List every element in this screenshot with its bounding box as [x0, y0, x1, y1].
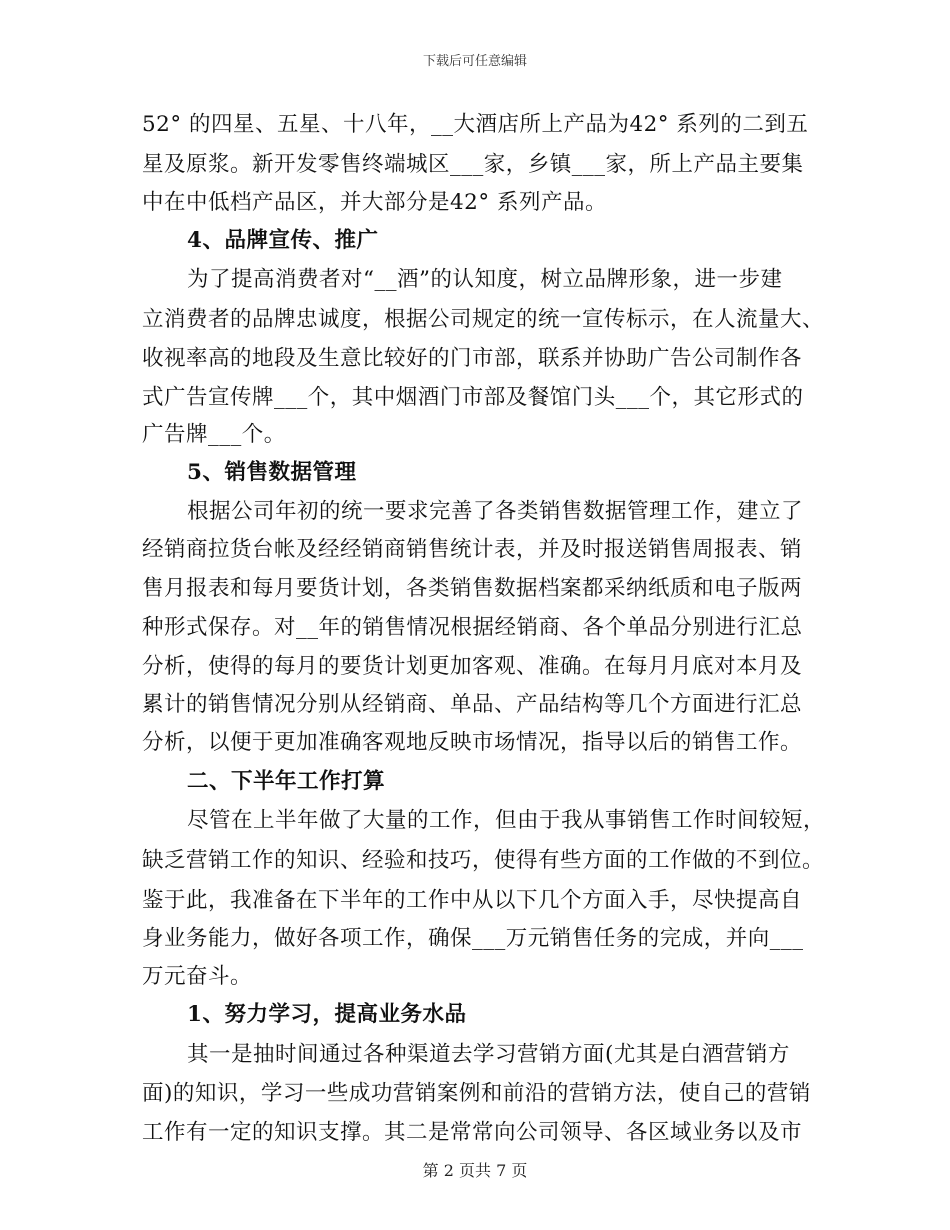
- text-line: 立消费者的品牌忠诚度，根据公司规定的统一宣传标示，在人流量大、: [142, 307, 825, 332]
- text-line: 分析，以便于更加准确客观地反映市场情况，指导以后的销售工作。: [142, 730, 803, 755]
- text-line: 面)的知识，学习一些成功营销案例和前沿的营销方法，使自己的营销: [142, 1081, 811, 1106]
- page-header: 下载后可任意编辑: [422, 54, 527, 69]
- text-line: 售月报表和每月要货计划，各类销售数据档案都采纳纸质和电子版两: [142, 576, 803, 601]
- text-line: 广告牌___个。: [142, 422, 286, 447]
- text-line: 经销商拉货台帐及经经销商销售统计表，并及时报送销售周报表、销: [142, 537, 803, 562]
- text-line: 鉴于此，我准备在下半年的工作中从以下几个方面入手，尽快提高自: [142, 888, 803, 913]
- section-heading: 5、销售数据管理: [187, 460, 357, 485]
- text-line: 累计的销售情况分别从经销商、单品、产品结构等几个方面进行汇总: [142, 692, 803, 717]
- section-heading: 1、努力学习，提高业务水品: [187, 1002, 467, 1027]
- text-line: 其一是抽时间通过各种渠道去学习营销方面(尤其是白酒营销方: [187, 1042, 790, 1067]
- text-line: 工作有一定的知识支撑。其二是常常向公司领导、各区域业务以及市: [142, 1120, 803, 1145]
- text-line: 身业务能力，做好各项工作，确保___万元销售任务的完成，并向___: [142, 926, 804, 951]
- section-heading: 二、下半年工作打算: [187, 769, 386, 794]
- page-footer: 第 2 页共 7 页: [422, 1161, 528, 1180]
- text-line: 52° 的四星、五星、十八年，__大酒店所上产品为42° 系列的二到五: [142, 112, 809, 137]
- text-line: 式广告宣传牌___个，其中烟酒门市部及餐馆门头___个，其它形式的: [142, 385, 804, 410]
- text-line: 分析，使得的每月的要货计划更加客观、准确。在每月月底对本月及: [142, 654, 803, 679]
- text-line: 根据公司年初的统一要求完善了各类销售数据管理工作，建立了: [187, 499, 804, 524]
- text-line: 星及原浆。新开发零售终端城区___家，乡镇___家，所上产品主要集: [142, 152, 804, 177]
- text-line: 尽管在上半年做了大量的工作，但由于我从事销售工作时间较短，: [187, 808, 826, 833]
- text-line: 收视率高的地段及生意比较好的门市部，联系并协助广告公司制作各: [142, 346, 803, 371]
- text-line: 种形式保存。对__年的销售情况根据经销商、各个单品分别进行汇总: [142, 615, 803, 640]
- text-line: 中在中低档产品区，并大部分是42° 系列产品。: [142, 190, 607, 215]
- text-line: 为了提高消费者对“__酒”的认知度，树立品牌形象，进一步建: [187, 267, 783, 292]
- text-line: 缺乏营销工作的知识、经验和技巧，使得有些方面的工作做的不到位。: [142, 848, 825, 873]
- section-heading: 4、品牌宣传、推广: [187, 228, 379, 253]
- text-line: 万元奋斗。: [142, 964, 253, 989]
